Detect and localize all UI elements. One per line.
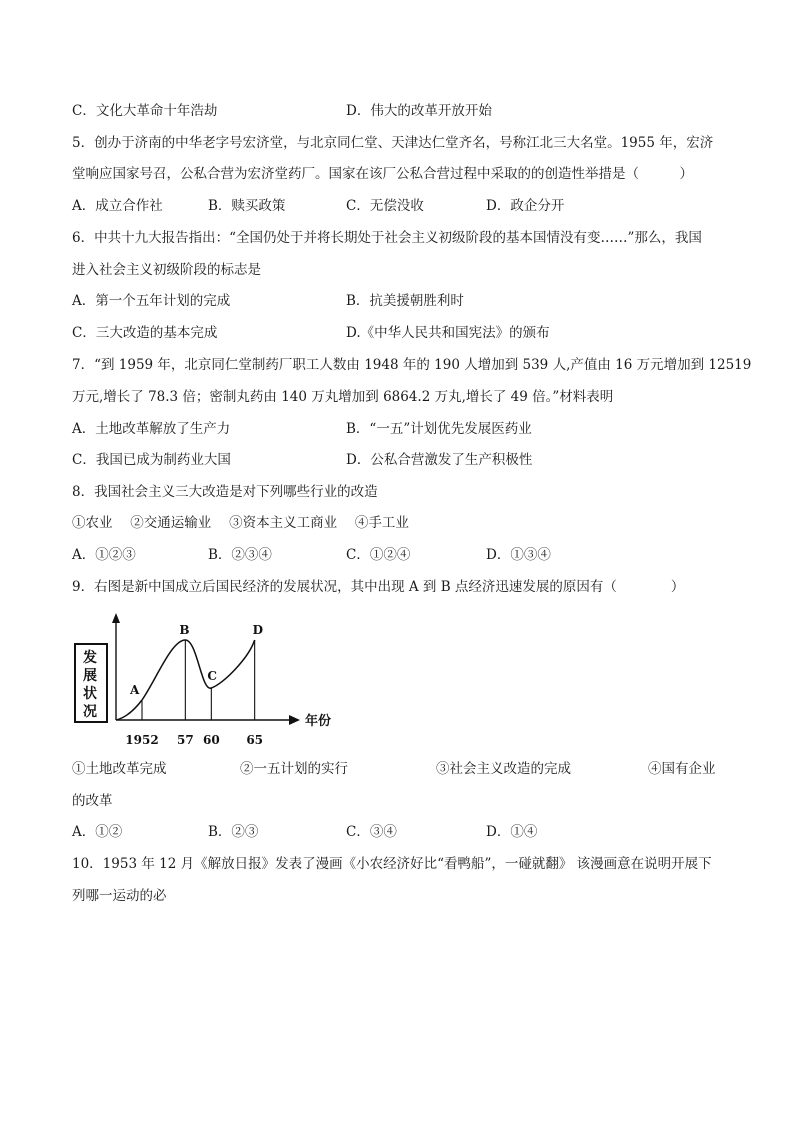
y-axis-arrow [112, 613, 120, 623]
q8-items: ①农业 ②交通运输业 ③资本主义工商业 ④手工业 [72, 515, 409, 531]
q5-option-d: D．政企分开 [486, 198, 565, 214]
q9-item-3: ③社会主义改造的完成 [436, 761, 571, 777]
q6-option-d: D.《中华人民共和国宪法》的颁布 [346, 325, 550, 341]
xlabel: 年份 [305, 714, 332, 729]
x-tick-label: 65 [246, 733, 264, 747]
q10-stem-line2: 列哪一运动的必 [72, 888, 167, 904]
q9-item-4: ④国有企业 [648, 761, 716, 777]
point-label: B [179, 623, 190, 637]
x-tick-label: 57 [176, 733, 194, 747]
q5-option-a: A．成立合作社 [72, 198, 163, 214]
q7-option-b: B．“一五”计划优先发展医药业 [346, 421, 532, 437]
q7-option-c: C．我国已成为制药业大国 [72, 452, 231, 468]
q5-option-c: C．无偿没收 [346, 198, 424, 214]
q10-stem-line1: 10．1953 年 12 月《解放日报》发表了漫画《小农经济好比“看鸭船”，一碰就翻》 该漫画意在说明开展下 [72, 856, 712, 872]
q8-option-d: D．①③④ [486, 547, 551, 563]
q6-stem-line1: 6．中共十九大报告指出：“全国仍处于并将长期处于社会主义初级阶段的基本国情没有变……”那么，我国 [72, 230, 702, 246]
q6-option-c: C．三大改造的基本完成 [72, 325, 218, 341]
q9-option-c: C．③④ [346, 824, 397, 840]
q7-stem-line1: 7．“到 1959 年，北京同仁堂制药厂职工人数由 1948 年的 190 人增加到 539 人,产值由 16 万元增加到 12519 [72, 357, 752, 373]
q9-item-1: ①土地改革完成 [72, 761, 167, 777]
q8-stem: 8．我国社会主义三大改造是对下列哪些行业的改造 [72, 484, 378, 500]
q9-option-d: D．①④ [486, 824, 538, 840]
q9-item-2: ②一五计划的实行 [240, 761, 348, 777]
q8-option-b: B．②③④ [208, 547, 272, 563]
q4-option-d: D．伟大的改革开放开始 [346, 103, 492, 119]
q9-stem: 9．右图是新中国成立后国民经济的发展状况，其中出现 A 到 B 点经济迅速发展的原因有（ ） [72, 579, 685, 595]
x-tick-label: 60 [202, 733, 220, 747]
q9-option-a: A．①② [72, 824, 123, 840]
q5-stem-line1: 5．创办于济南的中华老字号宏济堂，与北京同仁堂、天津达仁堂齐名，号称江北三大名堂。1955 年，宏济 [72, 135, 714, 151]
point-label: D [252, 623, 264, 637]
q7-option-a: A．土地改革解放了生产力 [72, 421, 231, 437]
x-tick-label: 1952 [125, 733, 159, 747]
economy-chart [72, 612, 332, 752]
q6-option-b: B．抗美援朝胜利时 [346, 293, 464, 309]
ylabel [82, 649, 97, 720]
ylabel-char: 发 [83, 650, 97, 666]
q9-item-4-continued: 的改革 [72, 793, 113, 809]
q6-option-a: A．第一个五年计划的完成 [72, 293, 231, 309]
ylabel-char: 况 [83, 704, 97, 720]
q8-option-a: A．①②③ [72, 547, 136, 563]
q5-stem-line2: 堂响应国家号召，公私合营为宏济堂药厂。国家在该厂公私合营过程中采取的的创造性举措是（ ） [72, 166, 693, 182]
ylabel-char: 展 [83, 668, 97, 684]
q6-stem-line2: 进入社会主义初级阶段的标志是 [72, 262, 261, 278]
point-label: C [207, 669, 217, 683]
q7-stem-line2: 万元,增长了 78.3 倍；密制丸药由 140 万丸增加到 6864.2 万丸,增长了 49 倍。”材料表明 [72, 389, 614, 405]
ylabel-char: 状 [83, 686, 97, 702]
q5-option-b: B．赎买政策 [208, 198, 286, 214]
x-axis-arrow [289, 715, 300, 725]
q9-option-b: B．②③ [208, 824, 259, 840]
q7-option-d: D．公私合营激发了生产积极性 [346, 452, 533, 468]
q4-option-c: C．文化大革命十年浩劫 [72, 103, 218, 119]
q8-option-c: C．①②④ [346, 547, 411, 563]
point-label: A [130, 683, 140, 697]
